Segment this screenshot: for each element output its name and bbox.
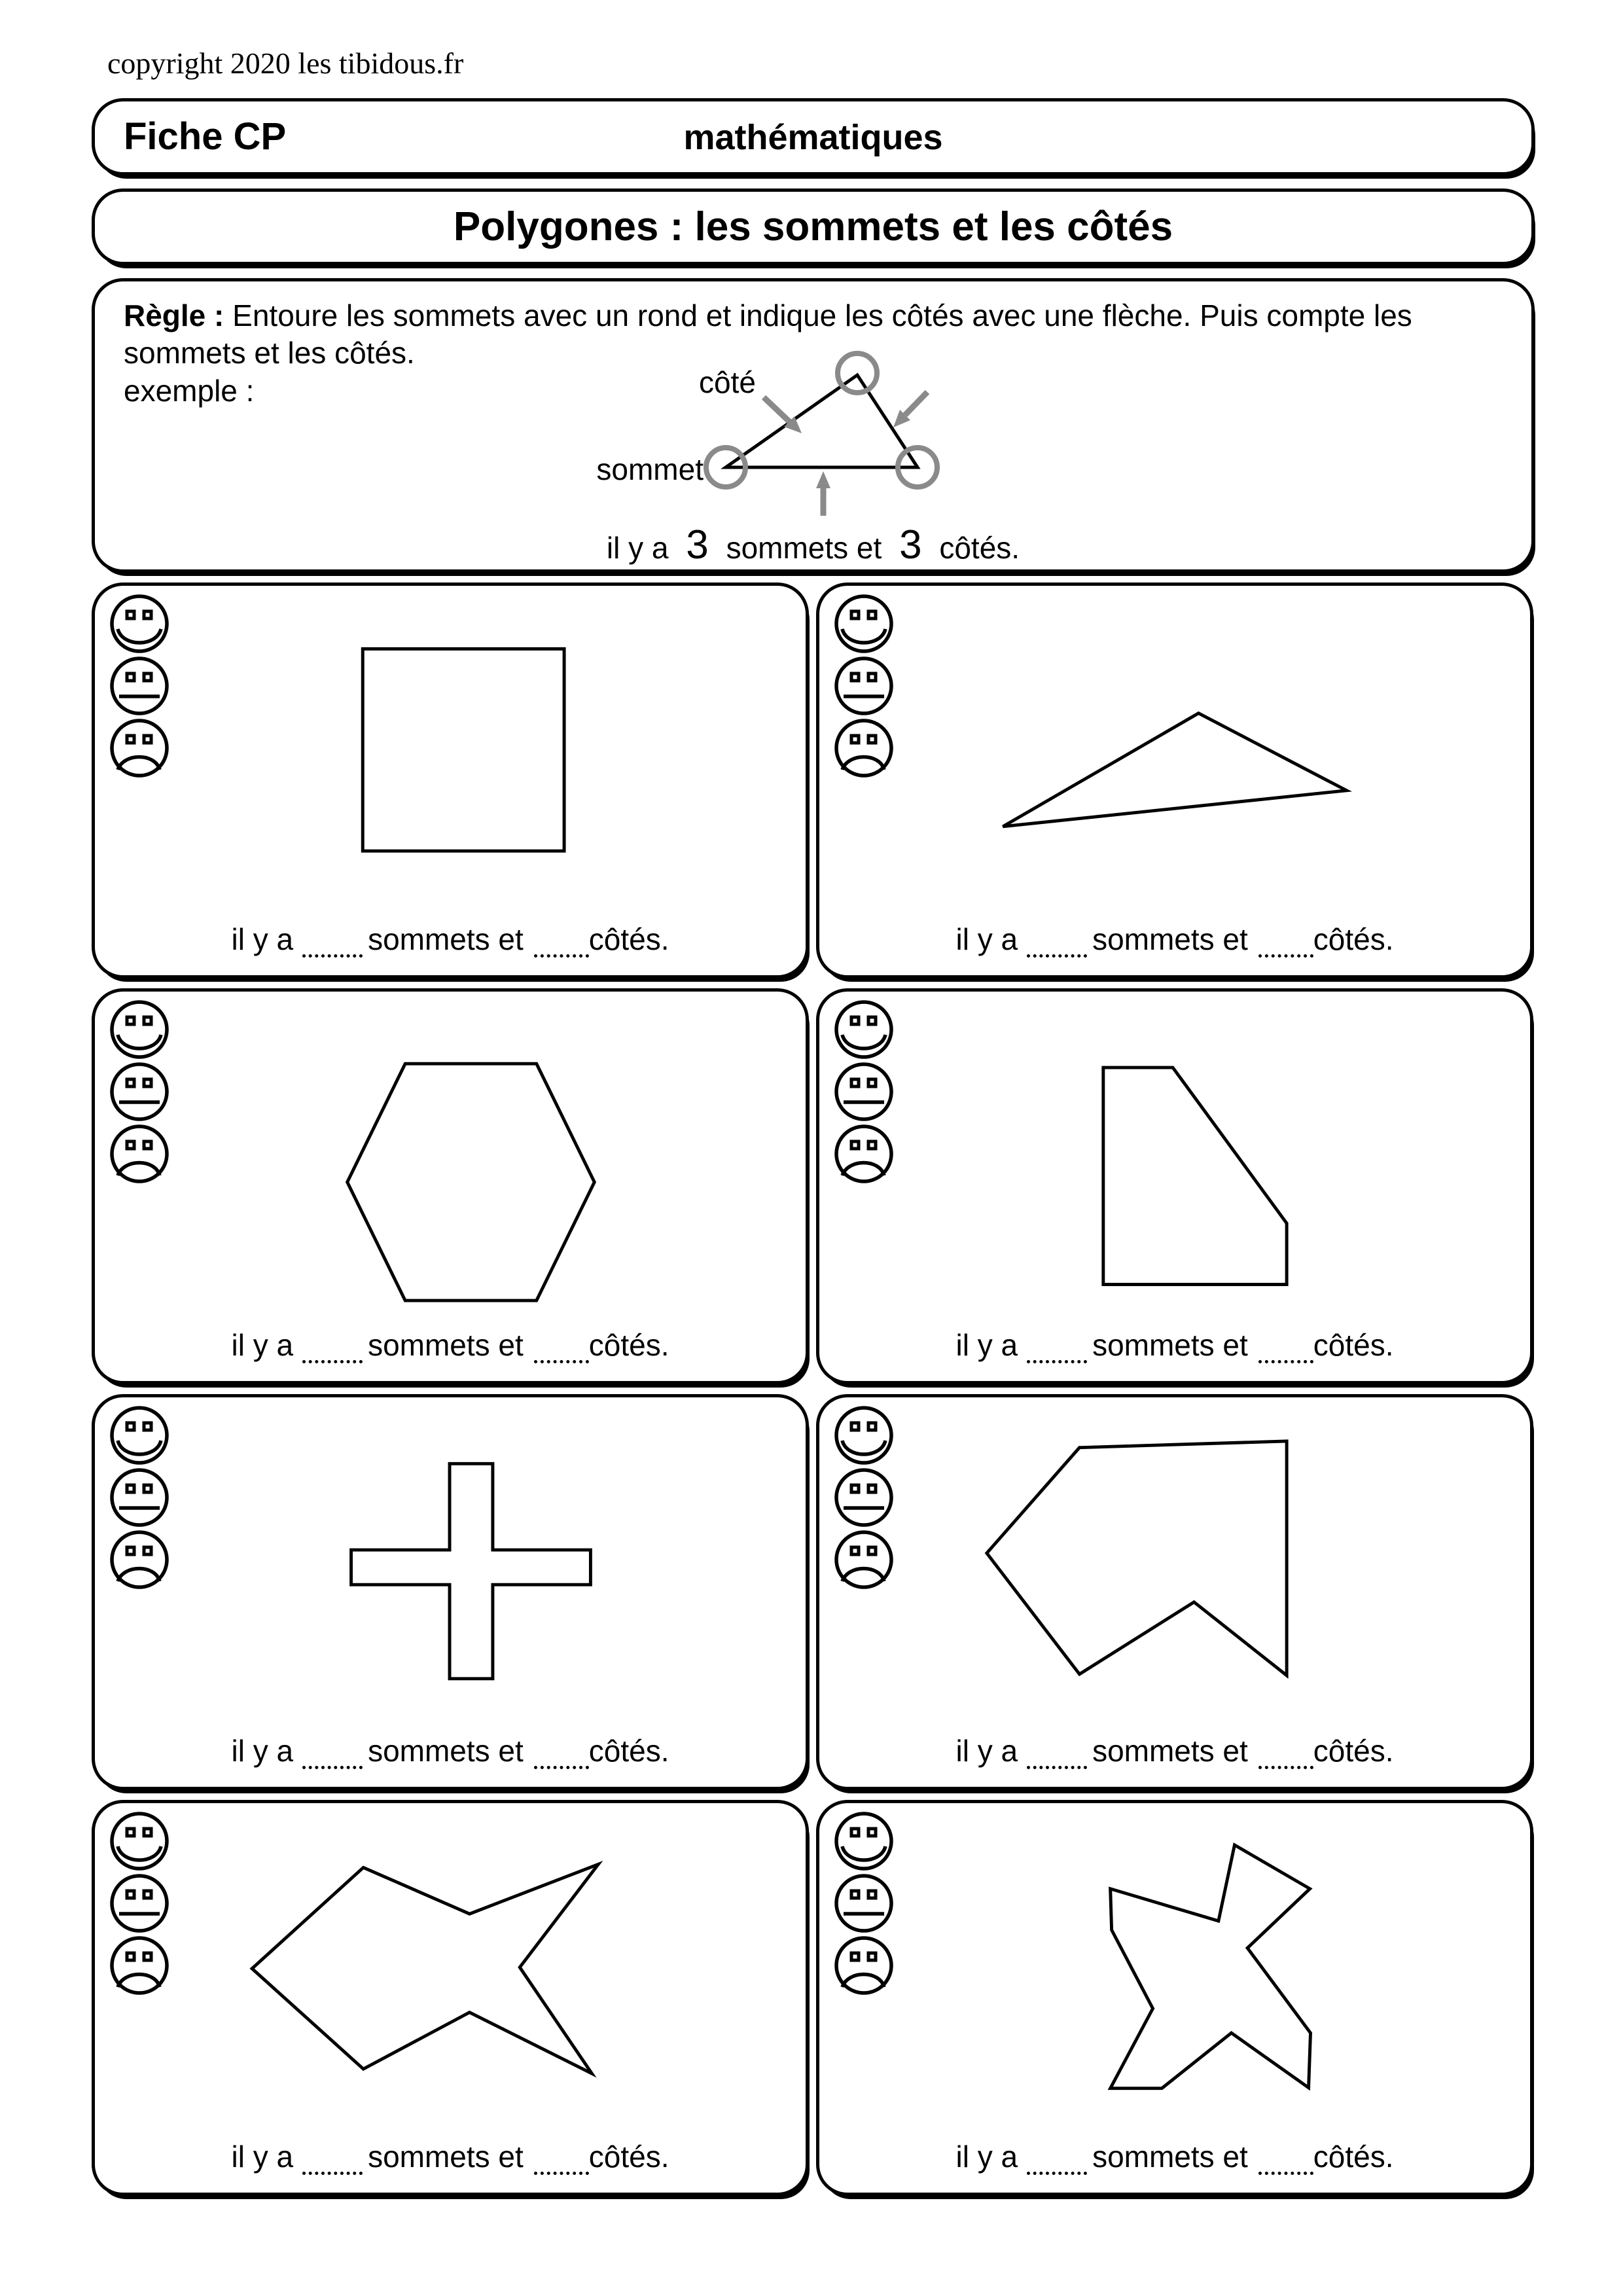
side-count-blank <box>1258 932 1313 958</box>
caption-il-y-a: il y a <box>231 2140 294 2174</box>
caption-sommets-et: sommets et <box>1092 1328 1248 1362</box>
flag-shape <box>819 1397 1530 1787</box>
exercise-panel-hexagon <box>92 988 809 1384</box>
answer-caption <box>819 2139 1530 2174</box>
caption-il-y-a: il y a <box>955 1328 1018 1362</box>
caption-cotes: côtés. <box>588 1328 669 1362</box>
vertex-count-blank <box>302 1338 363 1363</box>
vertex-count-blank <box>1027 2149 1087 2175</box>
caption-cotes: côtés. <box>588 2140 669 2174</box>
rule-instructions: Entoure les sommets avec un rond et indique les côtés avec une flèche. Puis compte les sommets et les côtés. <box>124 298 1412 370</box>
caption-cotes: côtés. <box>1313 2140 1394 2174</box>
side-count: 3 <box>899 522 922 567</box>
side-count-blank <box>1258 2149 1313 2175</box>
side-count-blank <box>1258 1338 1313 1363</box>
rule-box <box>92 278 1535 573</box>
sheet-level-label: Fiche CP <box>124 115 287 158</box>
exercise-panel-square <box>92 583 809 978</box>
vertex-count-blank <box>302 2149 363 2175</box>
example-triangle-figure <box>684 347 1050 537</box>
header-box <box>92 98 1535 175</box>
title-box <box>92 188 1535 265</box>
side-count-blank <box>534 932 589 958</box>
side-count-blank <box>534 1744 589 1769</box>
side-count-blank <box>1258 1744 1313 1769</box>
caption-sommets-et: sommets et <box>1092 1734 1248 1768</box>
hexagon-shape <box>95 992 806 1381</box>
triangle-shape <box>819 586 1530 975</box>
caption-il-y-a: il y a <box>231 922 294 956</box>
caption-cotes: côtés. <box>1313 922 1394 956</box>
answer-caption <box>819 1327 1530 1363</box>
answer-caption <box>95 1733 806 1768</box>
caption-sommets-et: sommets et <box>368 1734 524 1768</box>
example-label: exemple : <box>124 374 255 408</box>
caption-il-y-a: il y a <box>955 2140 1018 2174</box>
answer-prefix: il y a <box>606 531 669 565</box>
exercise-panel-fish <box>92 1800 809 2196</box>
answer-caption <box>95 922 806 957</box>
caption-cotes: côtés. <box>1313 1328 1394 1362</box>
cross-shape <box>95 1397 806 1787</box>
answer-caption <box>819 922 1530 957</box>
page-title: Polygones : les sommets et les côtés <box>453 204 1173 249</box>
pentagon-shape <box>819 992 1530 1381</box>
exercise-panel-flag <box>816 1394 1533 1790</box>
side-callout-label: côté <box>699 365 756 399</box>
caption-il-y-a: il y a <box>955 922 1018 956</box>
caption-cotes: côtés. <box>1313 1734 1394 1768</box>
square-shape <box>95 586 806 975</box>
caption-sommets-et: sommets et <box>1092 2140 1248 2174</box>
example-triangle <box>726 375 918 467</box>
caption-il-y-a: il y a <box>231 1734 294 1768</box>
vertex-count-blank <box>1027 932 1087 958</box>
copyright-line: copyright 2020 les tibidous.fr <box>107 46 464 80</box>
answer-caption <box>819 1733 1530 1768</box>
exercise-panel-cross <box>92 1394 809 1790</box>
caption-il-y-a: il y a <box>231 1328 294 1362</box>
vertex-callout-label: sommet <box>596 452 704 486</box>
vertex-count-blank <box>1027 1338 1087 1363</box>
caption-cotes: côtés. <box>588 1734 669 1768</box>
vertex-count: 3 <box>686 522 709 567</box>
answer-caption <box>95 2139 806 2174</box>
fish-shape <box>95 1803 806 2193</box>
answer-caption <box>95 1327 806 1363</box>
vertex-count-blank <box>302 932 363 958</box>
caption-il-y-a: il y a <box>955 1734 1018 1768</box>
answer-suffix: côtés. <box>939 531 1020 565</box>
caption-sommets-et: sommets et <box>368 1328 524 1362</box>
rule-label: Règle : <box>124 298 224 332</box>
vertex-count-blank <box>302 1744 363 1769</box>
answer-middle: sommets et <box>726 531 882 565</box>
example-answer-line <box>95 522 1531 567</box>
caption-cotes: côtés. <box>588 922 669 956</box>
exercise-panel-pentagon <box>816 988 1533 1384</box>
vertex-count-blank <box>1027 1744 1087 1769</box>
exercise-panel-x-figure <box>816 1800 1533 2196</box>
caption-sommets-et: sommets et <box>368 2140 524 2174</box>
side-count-blank <box>534 2149 589 2175</box>
caption-sommets-et: sommets et <box>1092 922 1248 956</box>
x-figure-shape <box>819 1803 1530 2193</box>
exercise-panel-triangle <box>816 583 1533 978</box>
caption-sommets-et: sommets et <box>368 922 524 956</box>
side-count-blank <box>534 1338 589 1363</box>
subject-label: mathématiques <box>683 118 943 157</box>
